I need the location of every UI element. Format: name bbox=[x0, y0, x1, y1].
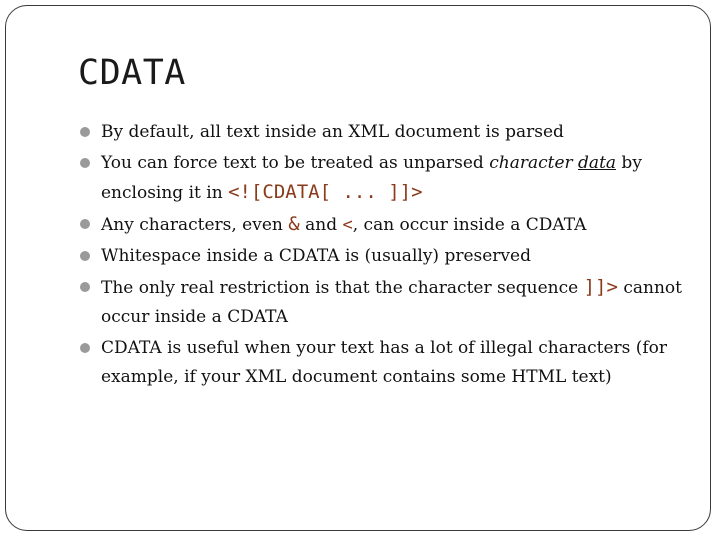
bullet-dot-icon bbox=[80, 219, 90, 229]
bullet-item bbox=[80, 210, 690, 240]
bullet-dot-icon bbox=[80, 158, 90, 168]
bullet-text: cannot occur inside a CDATA bbox=[101, 278, 682, 327]
term-character: character bbox=[489, 153, 573, 173]
code-ampersand: & bbox=[288, 213, 300, 235]
bullet-text: By default, all text inside an XML document is parsed bbox=[101, 122, 564, 142]
bullet-item bbox=[80, 242, 690, 271]
code-less-than: < bbox=[342, 215, 353, 235]
bullet-text: and bbox=[299, 215, 343, 235]
code-cdata-end: ]]> bbox=[583, 276, 618, 298]
bullet-item bbox=[80, 334, 690, 392]
bullet-text: You can force text to be treated as unparsed bbox=[101, 153, 490, 173]
bullet-item bbox=[80, 149, 690, 208]
bullet-dot-icon bbox=[80, 251, 90, 261]
bullet-item bbox=[80, 273, 690, 332]
bullet-text: The only real restriction is that the character sequence bbox=[101, 278, 584, 298]
bullet-dot-icon bbox=[80, 343, 90, 353]
bullet-item bbox=[80, 118, 690, 147]
bullet-list bbox=[80, 118, 690, 392]
bullet-text: , can occur inside a CDATA bbox=[352, 215, 587, 235]
slide-title: CDATA bbox=[78, 53, 186, 93]
term-data: data bbox=[578, 153, 617, 173]
bullet-dot-icon bbox=[80, 282, 90, 292]
bullet-dot-icon bbox=[80, 127, 90, 137]
bullet-text: by enclosing it in bbox=[101, 153, 642, 203]
code-cdata-syntax: <![CDATA[ ... ]]> bbox=[228, 181, 423, 203]
bullet-text: Whitespace inside a CDATA is (usually) preserved bbox=[101, 246, 531, 266]
bullet-text: Any characters, even bbox=[101, 215, 289, 235]
bullet-text: CDATA is useful when your text has a lot of illegal characters (for example, if your XML document contains some HTML text) bbox=[101, 338, 668, 387]
